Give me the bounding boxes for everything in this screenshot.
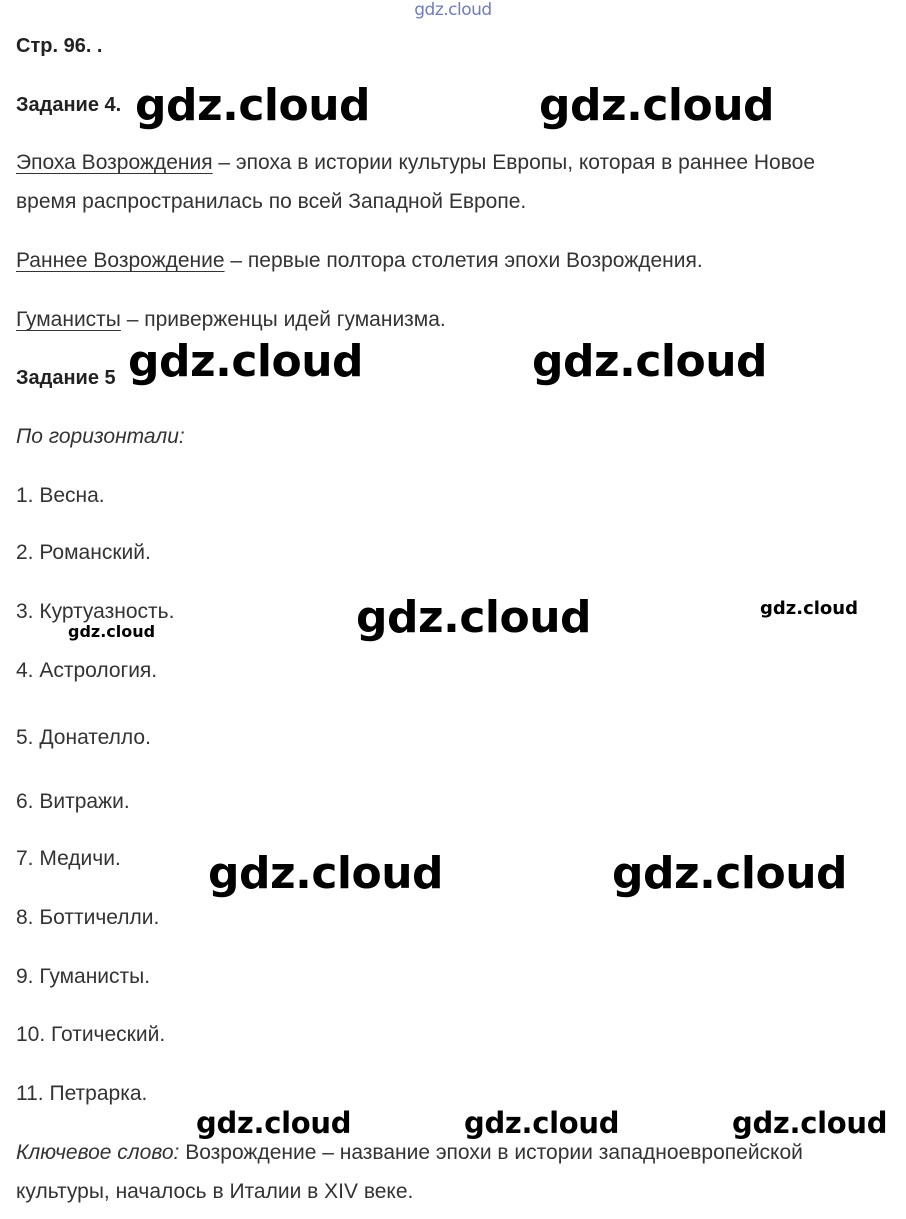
page-header: Стр. 96. .	[16, 35, 103, 57]
watermark: gdz.cloud	[539, 80, 775, 131]
definition-text: – эпоха в истории культуры Европы, которая в раннее Новое	[212, 151, 816, 174]
list-item: 1. Весна.	[16, 484, 105, 507]
watermark: gdz.cloud	[356, 592, 592, 643]
definition-3	[16, 300, 446, 340]
list-item: 3. Куртуазность.	[16, 600, 175, 623]
list-item: 10. Готический.	[16, 1023, 166, 1046]
watermark: gdz.cloud	[464, 1106, 620, 1140]
task5-subheading: По горизонтали:	[16, 425, 185, 448]
watermark: gdz.cloud	[68, 622, 156, 641]
keyword-line-cont: культуры, началось в Италии в XIV веке.	[16, 1180, 414, 1203]
watermark: gdz.cloud	[128, 336, 364, 387]
list-item: 5. Донателло.	[16, 726, 151, 749]
list-item: 7. Медичи.	[16, 847, 121, 870]
keyword-text: Возрождение – название эпохи в истории западноевропейской	[179, 1141, 803, 1164]
list-item: 9. Гуманисты.	[16, 965, 151, 988]
list-item: 8. Боттичелли.	[16, 906, 160, 929]
keyword-line	[16, 1133, 803, 1173]
definition-2	[16, 241, 703, 281]
definition-term: Раннее Возрождение	[16, 249, 225, 272]
watermark: gdz.cloud	[208, 848, 444, 899]
task4-heading: Задание 4.	[16, 94, 122, 116]
definition-term: Эпоха Возрождения	[16, 151, 213, 174]
watermark: gdz.cloud	[135, 80, 371, 131]
list-item: 6. Витражи.	[16, 790, 130, 813]
definition-term: Гуманисты	[16, 308, 121, 331]
watermark-top: gdz.cloud	[414, 0, 492, 20]
definition-text: – приверженцы идей гуманизма.	[120, 308, 446, 331]
definition-1	[16, 143, 815, 183]
task5-heading: Задание 5	[16, 367, 116, 389]
watermark: gdz.cloud	[532, 336, 768, 387]
list-item: 2. Романский.	[16, 541, 151, 564]
watermark: gdz.cloud	[732, 1106, 888, 1140]
watermark: gdz.cloud	[760, 598, 858, 619]
watermark: gdz.cloud	[612, 848, 848, 899]
watermark: gdz.cloud	[196, 1106, 352, 1140]
keyword-label: Ключевое слово:	[16, 1141, 180, 1164]
definition-text: – первые полтора столетия эпохи Возрождения.	[224, 249, 703, 272]
definition-1-cont: время распространилась по всей Западной Европе.	[16, 190, 527, 213]
list-item: 11. Петрарка.	[16, 1082, 148, 1105]
list-item: 4. Астрология.	[16, 659, 158, 682]
